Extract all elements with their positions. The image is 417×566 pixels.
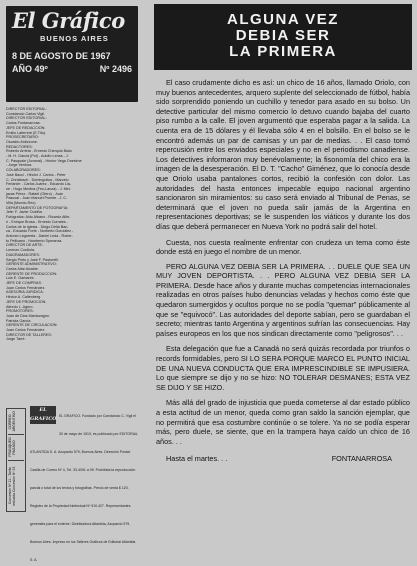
stamp-text-1: CORREO ARGENTINO [8, 411, 16, 432]
staff-line: jazas Pérez - Rafael (Otero) - Juan [6, 191, 64, 196]
staff-line: Antonio Legarreta - Daniel Leda - Rober- [6, 233, 73, 238]
headline-line-3: LA PRIMERA [229, 43, 337, 60]
headline-block [154, 4, 412, 70]
staff-line: to Pellicano - Humberto Speranza. [6, 238, 63, 243]
staff-line: C. Christbach - Dominguitos - Marcelo [6, 177, 69, 182]
staff-line: ca - Eduardo Forte - Norberto González - [6, 229, 74, 234]
issue-date: 8 DE AGOSTO DE 1967 [12, 51, 111, 61]
staff-line: DIAGRAMADORES: [6, 252, 40, 257]
staff-list [6, 107, 138, 407]
staff-line: DIRECTOR EDITORIAL: [6, 107, 47, 111]
mini-logo: EL GRAFICO [30, 407, 57, 422]
headline-line-1: ALGUNA VEZ [227, 11, 339, 28]
staff-line: ri - Enrique Brusa - Ernesto Corrales - [6, 219, 68, 224]
staff-line: GERENTE DE PRODUCCION: [6, 271, 58, 276]
signature: FONTANARROSA [331, 454, 392, 464]
stamp-text-3: Concesión Nº 21 - Tarifa reducida Concesión Nº 23 [8, 466, 16, 506]
paragraph-5: Más allá del grado de injusticia que pueda cometerse al dar estado público a esta actitud de un menor, queda como gran saldo la sanción ejemplar, que no permitirá que esa costumbre continúe o se tolere. Ya no se podía esperar más, pero duele, se siente, que en la trampera haya caído un chico de 16 años. . . [156, 398, 410, 446]
staff-line: Juan Carlos Fernández. [6, 285, 46, 290]
staff-line: Osvaldo Ardizzone. [6, 139, 38, 144]
stamp-text-2: FRANQUEO PAGADO [8, 438, 16, 458]
masthead [6, 6, 138, 102]
staff-line: Luis E. Garbarini. [6, 276, 35, 281]
staff-line: Emilio Laferrere (E.Tito). [6, 130, 47, 135]
stamp-divider [8, 460, 24, 461]
staff-line: Juan Carlos Fernández. [6, 328, 46, 333]
staff-line: Alfredo L. Agero. [6, 304, 34, 309]
stamp-divider [8, 434, 24, 435]
staff-line: José Bacci - Héctor J. Carlos - Peter [6, 172, 66, 177]
staff-line: DIRECTOR DE TALLERES: [6, 332, 52, 337]
colophon [6, 404, 138, 562]
staff-line: Carlos Allar Alcalde. [6, 266, 39, 271]
editorial-column [154, 4, 412, 542]
staff-line: JEFE DE COMPRAS: [6, 281, 42, 286]
issue-year: AÑO 49º [12, 64, 48, 74]
staff-line: Villa (Mundo-Rex). [6, 201, 37, 206]
staff-line: Jorge Tarré. [6, 337, 26, 342]
staff-line: Juan de Dios Mantovagno. [6, 313, 50, 318]
staff-line: Carlos de la Iglesia - Diego Della Ban- [6, 224, 69, 229]
staff-line: JEFE DE REDACCION: [6, 125, 46, 130]
staff-line: Carlos Fontanarrosa. [6, 121, 41, 126]
staff-line: PROMOTORES: [6, 309, 34, 314]
staff-line: - Jorge Ventura. [6, 163, 33, 168]
staff-line: REDACTORES: [6, 144, 33, 149]
salutation: Hasta el martes. . . [166, 454, 228, 464]
paragraph-3: PERO ALGUNA VEZ DEBIA SER LA PRIMERA. . . DUELE QUE SEA UN MUY JOVEN DEPORTISTA. . . PERO ALGUNA VEZ DEBIA SER LA PRIMERA. Desde hace años y durante muchas competencias internacionales realizadas en otros países hubo denuncias veladas y hechos como éste que quedaron sumergidos y ocultos porque no se podía "quemar" públicamente al que se "equivocó". Las autoridades del deporte sabían, pero se guardaban el secreto; mientras tanto Argentina y argentinos sufrían las consecuencias. Hay países europeos en los que nos sindican directamente como "peligrosos". . . [156, 261, 410, 338]
staff-line: ASESORIA JURIDICA: [6, 290, 44, 295]
closing [154, 454, 412, 463]
staff-line: ne - Hugo Medina (Feo-Lanza) - J. Mel- [6, 186, 71, 191]
staff-line: GERENTE ADMINISTRATIVO: [6, 262, 57, 267]
staff-line: Patricia García. [6, 318, 32, 323]
staff-line: Roberto Arrieta - Ernesto Cherquis Bialo [6, 149, 72, 154]
staff-line: Pascual - Juan Manuel Puente - J. C. [6, 196, 68, 201]
masthead-city: BUENOS AIRES [40, 34, 109, 43]
staff-line: Constancio Carlos Vigil. [6, 111, 46, 116]
magazine-logo: El Gráfico [12, 8, 125, 33]
article-body [154, 78, 412, 446]
staff-line: Fotógrafos: Aldo Albano - Ricardo Alfie- [6, 215, 71, 220]
staff-line: DIRECTOR DE ARTE: [6, 243, 43, 248]
left-column [6, 6, 138, 562]
issue-number: Nº 2496 [99, 64, 132, 74]
paragraph-2: Cuesta, nos cuesta realmente enfrentar con crudeza un tema como éste donde está en juego el nombre de un menor. [156, 237, 410, 257]
staff-line: - M. H. García (Pol) - Adolfo Lenas - J. [6, 154, 69, 159]
staff-line: PROSECRETARIO: [6, 135, 39, 140]
staff-line: Lorenzo Cordiola. [6, 248, 36, 253]
staff-line: GERENTE DE CIRCULACION: [6, 323, 58, 328]
colophon-text: EL GRAFICO. Fundado por Constancio C. Vigil el 30 de mayo de 1919, es publicado por EDITORIAL ATLANTIDA S. A. Azopardo 579, Buenos Aires. Dirección Postal: Casilla de Correo Nº 4, Tel. 33-4091 a 99. Prohibida la reproducción parcial o total de los textos y fotografías. Precio de venta $ 120. Registro de la Propiedad Intelectual Nº 910.427. Representantes generales para el exterior: Distribuidora Atlántida, Azopardo 579, Buenos Aires. Impreso en los Talleres Gráficos de Editorial Atlántida S. A. [30, 414, 138, 562]
staff-line: COLABORADORES: [6, 168, 41, 173]
headline-line-2: DEBIA SER [235, 27, 331, 44]
staff-line: DIRECTOR EDITORIAL: [6, 116, 47, 121]
staff-line: Jefe: F. Javier Oubiña. [6, 210, 43, 215]
colophon-body [30, 404, 138, 562]
issue-meta [12, 64, 132, 74]
paragraph-4: Esta delegación que fue a Canadá no será quizás recordada por triunfos o records formidables, pero SI LO SERA PORQUE MARCO EL PUNTO INICIAL DE UNA NUEVA CONDUCTA QUE ERA IMPRESCINDIBLE SE IMPUSIERA. Lo que siempre se dijo y no se hizo: NO TOLERAR DESMANES; ESTA VEZ SE DIJO Y SE HIZO. [156, 344, 410, 392]
staff-line: Sergio Pinto y José F. Pastorelli. [6, 257, 59, 262]
staff-line: DEPARTAMENTO DE FOTOGRAFIA: [6, 205, 69, 210]
postage-stamp-box [6, 408, 26, 512]
staff-line: Ferlanier - Carlos Juárez - Eduardo Lla- [6, 182, 71, 187]
staff-line: C. Pasquale (Juvenal) - Héctor Vega Onesime [6, 158, 82, 163]
paragraph-1: El caso crudamente dicho es así: un chico de 16 años, llamado Oriolo, con muy buenos antecedentes, arquero suplente del seleccionado de fútbol, había sido sorprendido poniendo un cuchillo y tenedor para asado en su bolso. Un detective particular del mismo comercio lo detuvo cuando bajaba del cuarto piso rumbo a la calle. El joven argumentó que esperaba pagar a la salida. La cuenta era de 15 dólares y él llevaba sólo 4 en el bolsillo. En el bolso se le encontró además un par de camisas y un par de medias. . . El caso tomó repercusión entre los enviados especiales y no en el periodismo canadiense. Los detectives informaron muy benévolamente; la fisonomía del chico era la imagen de la desesperación. El D. T. "Cacho" Giménez, que lo conocía desde que Oriolo usaba pantalones cortos, recibió la confesión con dolor. Las autoridades del hasta entonces impecable equipo nacional argentino sancionaron sin miramientos: su caso será enviado al Tribunal de Penas, se determinará que el joven no pueda salir jamás de la Argentina en representaciones deportivas; se le suspenden los viáticos y durante los dos días que deberá permanecer en Nueva York no podrá salir del hotel. [156, 78, 410, 231]
staff-line: JEFE DE PROMOCION: [6, 299, 47, 304]
staff-line: Héctor A. Caltenberg. [6, 295, 42, 300]
